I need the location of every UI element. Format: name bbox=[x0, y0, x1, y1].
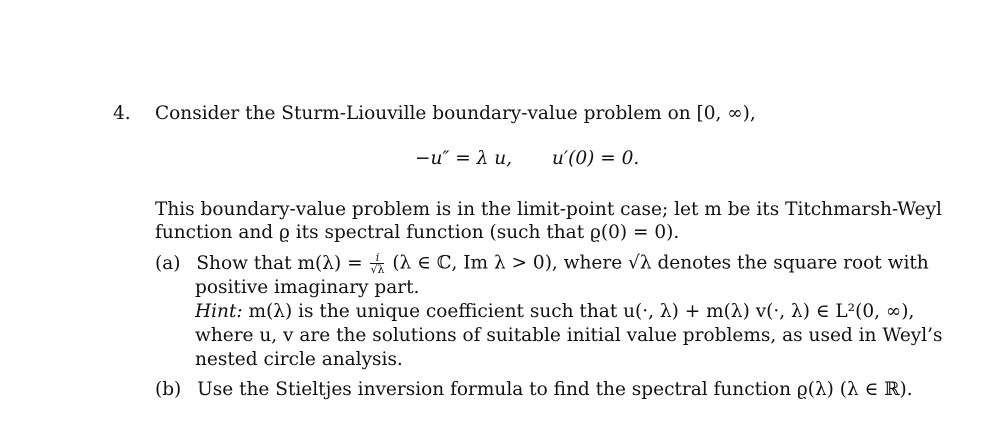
context-line-2: function and ϱ its spectral function (such that ϱ(0) = 0). bbox=[155, 222, 680, 243]
part-b-text: Use the Stieltjes inversion formula to find the spectral function ϱ(λ) (λ ∈ ℝ). bbox=[197, 379, 913, 400]
context-line-1: This boundary-value problem is in the limit-point case; let m be its Titchmarsh-Weyl bbox=[155, 199, 942, 220]
equation-ode: −u″ = λ u, bbox=[415, 148, 512, 169]
part-a-label: (a) bbox=[155, 252, 181, 274]
problem-number: 4. bbox=[113, 103, 131, 124]
problem-intro: Consider the Sturm-Liouville boundary-value problem on [0, ∞), bbox=[155, 103, 756, 124]
hint-text-1: m(λ) is the unique coefficient such that u(·, λ) + m(λ) v(·, λ) ∈ L²(0, ∞), bbox=[242, 301, 915, 322]
fraction-denominator: √λ bbox=[370, 263, 385, 276]
equation-boundary-condition: u′(0) = 0. bbox=[552, 148, 640, 169]
hint-label: Hint: bbox=[195, 301, 243, 322]
part-b-label: (b) bbox=[155, 379, 182, 400]
part-a-hint-line-1 bbox=[195, 301, 914, 323]
part-a-hint-line-2: where u, v are the solutions of suitable initial value problems, as used in Weyl’s bbox=[195, 325, 943, 346]
part-a-text-pre: Show that m(λ) = bbox=[196, 252, 369, 274]
part-a-line-1 bbox=[155, 252, 929, 275]
part-a-hint-line-3: nested circle analysis. bbox=[195, 349, 403, 370]
fraction-i-over-sqrt-lambda bbox=[370, 252, 384, 275]
part-a-text-post: (λ ∈ ℂ, Im λ > 0), where √λ denotes the square root with bbox=[386, 252, 929, 274]
part-a-line-2: positive imaginary part. bbox=[195, 277, 420, 298]
part-b-line bbox=[155, 379, 913, 401]
fraction-numerator: i bbox=[370, 252, 384, 264]
